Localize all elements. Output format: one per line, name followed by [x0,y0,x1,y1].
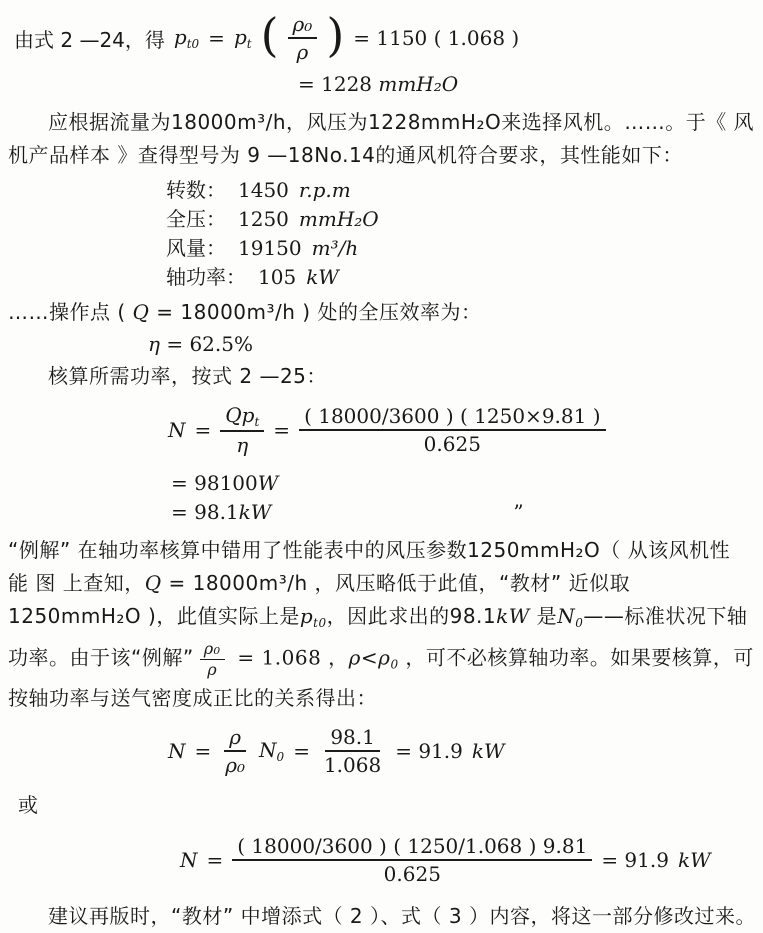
operating-point-suffix: = 18000m³/h ) 处的全压效率为： [149,300,482,324]
numeric-fraction [299,404,605,456]
efficiency-value: = 62.5% [159,332,253,356]
rho0-symbol: ρ₀ [288,12,318,39]
fraction-numerator: ( 18000/3600 ) ( 1250×9.81 ) [299,404,605,431]
equals-sign: = [273,418,291,443]
paragraph-commentary [8,534,757,715]
fraction-numerator: 98.1 [325,725,380,752]
numeric-fraction [319,725,386,777]
spec-label: 风量： [166,236,226,260]
rho0-symbol: ρ₀ [200,640,225,660]
fraction-denominator: 1.068 [323,752,382,777]
equation-1-value: = 1150 ( 1.068 ) [353,26,520,50]
power-check-line: 核算所需功率，按式 2 —25： [48,364,327,388]
p-subscript-t0: t0 [313,616,327,631]
kw-unit: kW [496,604,530,629]
fraction-denominator: 0.625 [383,861,441,886]
fraction-denominator: 0.625 [423,432,481,457]
rho-comparison: ρ<ρ [348,645,391,670]
spec-unit: r.p.m [298,178,351,202]
fraction-numerator [220,403,264,432]
spec-row-pressure [166,205,757,234]
fraction-numerator: ( 18000/3600 ) ( 1250/1.068 ) 9.81 [232,834,592,861]
kw-unit: kW [471,738,505,763]
spec-row-speed [166,176,757,205]
closing-suggestion: 建议再版时，“教材” 中增添式（ 2 ）、式（ 3 ）内容，将这一部分修改过来。 [48,903,756,928]
spec-row-shaft-power [166,263,757,292]
inline-density-ratio-fraction [200,640,225,678]
rho-symbol: ρ [207,659,218,679]
or-label: 或 [18,792,39,817]
efficiency-line [148,332,757,356]
p-symbol: p [173,25,187,49]
spec-label: 全压： [166,207,226,231]
equals-sign: = [293,738,310,763]
equals-sign: = [206,847,224,872]
operating-point-prefix: ……操作点 ( [8,300,133,324]
density-ratio-fraction [288,12,318,64]
spec-label: 轴功率： [166,265,246,289]
rho-subscript-0: 0 [390,657,399,672]
equation-4 [180,834,757,886]
equation-3 [168,725,757,777]
rho0-symbol: ρ₀ [225,752,246,777]
watt-unit: W [257,471,279,496]
result-number: = 91.9 [395,738,463,763]
n-symbol: N [557,604,576,629]
equals-sign: = [194,418,212,443]
n-symbol: N [259,737,277,762]
equation-2-result-kw [171,500,757,524]
commentary-text: = 18000m³/h ，风压略低于此值，“教材” 近似取1250mmH₂O )，此值实际上是 [8,571,631,629]
equation-1-result [298,72,757,96]
close-paren: ) [326,8,345,63]
qp-symbol: Qp [225,403,255,427]
p-symbol: p [233,25,247,49]
result-unit: mmH₂O [378,72,459,96]
qpt-over-eta-fraction [220,403,264,457]
commentary-text: “例解” 在轴功率核算中错用了性能表中的风压参数1250mmH₂O（ 从该风机性 能 图 上查知， [8,538,731,596]
equation-2 [168,403,757,457]
spec-row-flow [166,234,757,263]
equals-sign: = [208,26,225,50]
commentary-text: ，因此求出的98.1 [326,604,497,629]
n-subscript-0: 0 [575,616,584,631]
equals-sign: = [194,738,212,763]
rho-ratio-fraction [220,725,250,777]
equation-1 [14,8,757,64]
eta-symbol: η [236,433,249,458]
equation-1-rhs [234,25,252,51]
result-number: = 98.1 [171,500,239,525]
kw-unit: kW [677,847,711,872]
spec-unit: kW [306,265,339,289]
result-number: = 98100 [171,471,258,496]
stray-quote-mark: ” [513,500,524,525]
p-subscript-t: t [246,37,252,51]
result-number: = 91.9 [601,847,669,872]
spec-value: 1450 [238,178,289,202]
spec-value: 105 [258,265,297,289]
rho-symbol: ρ [296,40,309,64]
p-subscript-t0: t0 [186,37,200,51]
spec-value: 1250 [238,207,289,231]
n0-term [259,738,284,764]
commentary-text: 是 [529,604,558,629]
t-subscript: t [254,415,260,429]
result-number: = 1228 [298,72,373,96]
fan-specs-list [166,176,757,292]
numeric-fraction [232,834,592,886]
p-symbol: p [299,604,314,629]
eta-symbol: η [148,332,160,356]
paragraph-fan-selection: 应根据流量为18000m³/h，风压为1228mmH₂O来选择风机。……。于《 风机产品样本 》查得型号为 9 —18No.14的通风机符合要求，其性能如下： [8,110,755,167]
q-symbol: Q [144,571,162,596]
n-symbol: N [180,847,198,872]
spec-label: 转数： [166,178,226,202]
rho-symbol: ρ [224,725,246,752]
equation-1-lhs [174,25,199,51]
q-symbol: Q [132,300,150,324]
n-symbol: N [168,418,186,443]
n-subscript-0: 0 [276,749,285,764]
ratio-value: = 1.068 ， [230,645,349,670]
spec-unit: m³/h [311,236,359,260]
kw-unit: kW [238,500,272,525]
commentary-text: ——标准状况下轴功率。由于该“例解” [8,604,748,670]
spec-value: 19150 [238,236,302,260]
commentary-text: ，可不必核算轴功率。如果要核算，可按轴功率与送气密度成正比的关系得出： [8,645,754,710]
equation-2-result-watts [171,471,757,495]
operating-point-line [8,296,757,329]
n-symbol: N [168,738,186,763]
spec-unit: mmH₂O [298,207,379,231]
equation-1-lead: 由式 2 —24，得 [14,27,165,52]
open-paren: ( [260,8,279,63]
